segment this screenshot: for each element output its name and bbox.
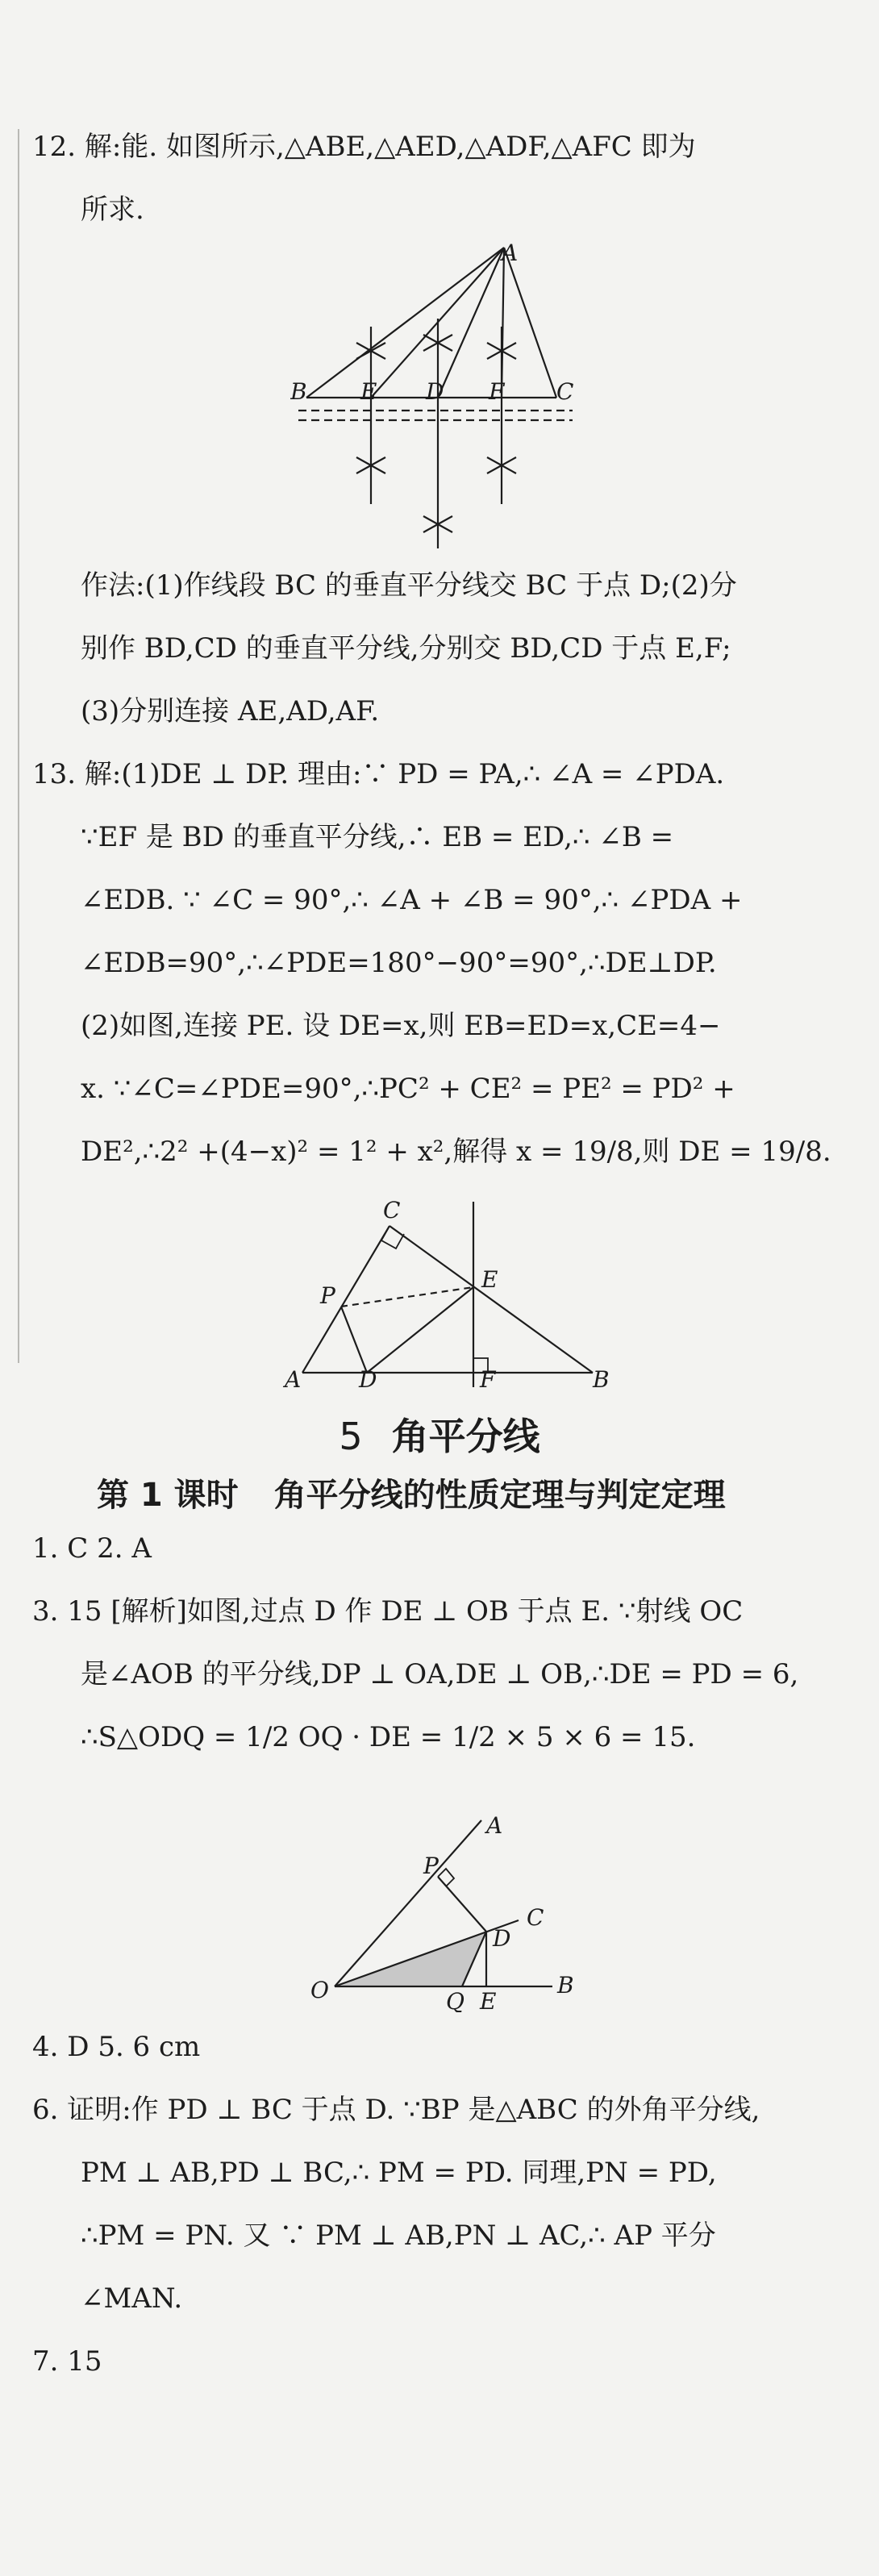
label-P: P bbox=[320, 1282, 335, 1309]
answer-line: 4. D 5. 6 cm bbox=[32, 2031, 201, 2063]
label-P: P bbox=[423, 1853, 439, 1879]
answer-line: ∠EDB. ∵ ∠C = 90°,∴ ∠A + ∠B = 90°,∴ ∠PDA + bbox=[81, 884, 743, 916]
label-Q: Q bbox=[446, 1988, 464, 2012]
figure-12 bbox=[290, 238, 581, 556]
answer-line: ∴PM = PN. 又 ∵ PM ⊥ AB,PN ⊥ AC,∴ AP 平分 bbox=[81, 2220, 716, 2252]
answer-line: 6. 证明:作 PD ⊥ BC 于点 D. ∵BP 是△ABC 的外角平分线, bbox=[32, 2094, 760, 2126]
answer-line: 作法:(1)作线段 BC 的垂直平分线交 BC 于点 D;(2)分 bbox=[81, 569, 737, 602]
section-title-text: 角平分线 bbox=[391, 1415, 540, 1458]
answer-line: DE²,∴2² +(4−x)² = 1² + x²,解得 x = 19/8,则 DE = 19/8. bbox=[81, 1136, 831, 1168]
label-E: E bbox=[360, 378, 377, 405]
answer-line: x. ∵∠C=∠PDE=90°,∴PC² + CE² = PE² = PD² + bbox=[81, 1073, 735, 1105]
label-C: C bbox=[383, 1197, 401, 1223]
answer-line: (3)分别连接 AE,AD,AF. bbox=[81, 695, 380, 727]
label-D: D bbox=[493, 1925, 511, 1952]
margin-rule bbox=[18, 129, 19, 1363]
answer-line: (2)如图,连接 PE. 设 DE=x,则 EB=ED=x,CE=4− bbox=[81, 1010, 721, 1042]
answer-line: ∠EDB=90°,∴∠PDE=180°−90°=90°,∴DE⊥DP. bbox=[81, 947, 717, 979]
answer-line: PM ⊥ AB,PD ⊥ BC,∴ PM = PD. 同理,PN = PD, bbox=[81, 2157, 717, 2189]
label-B: B bbox=[557, 1972, 574, 1999]
label-C: C bbox=[556, 378, 574, 405]
label-F: F bbox=[480, 1366, 496, 1391]
label-O: O bbox=[310, 1977, 329, 2003]
figure-13 bbox=[278, 1194, 617, 1391]
label-D: D bbox=[359, 1366, 377, 1391]
label-A: A bbox=[285, 1366, 302, 1391]
figure-3 bbox=[310, 1811, 577, 2012]
answer-line: 1. C 2. A bbox=[32, 1532, 152, 1565]
label-E: E bbox=[481, 1266, 498, 1293]
lesson-number: 第 1 课时 bbox=[97, 1477, 239, 1514]
answer-line: 别作 BD,CD 的垂直平分线,分别交 BD,CD 于点 E,F; bbox=[81, 632, 731, 665]
answer-line: 12. 解:能. 如图所示,△ABE,△AED,△ADF,△AFC 即为 bbox=[32, 131, 696, 163]
answer-line: ∵EF 是 BD 的垂直平分线,∴ EB = ED,∴ ∠B = bbox=[81, 821, 674, 853]
label-B: B bbox=[290, 378, 307, 405]
label-F: F bbox=[489, 378, 505, 405]
lesson-title bbox=[97, 1469, 726, 1515]
label-E: E bbox=[480, 1988, 497, 2012]
section-number: 5 bbox=[339, 1415, 363, 1458]
section-title bbox=[0, 1407, 879, 1461]
answer-line: ∠MAN. bbox=[81, 2282, 183, 2315]
label-D: D bbox=[426, 378, 444, 405]
answer-line: 13. 解:(1)DE ⊥ DP. 理由:∵ PD = PA,∴ ∠A = ∠PDA. bbox=[32, 758, 725, 790]
answer-line: 7. 15 bbox=[32, 2345, 102, 2378]
lesson-title-text: 角平分线的性质定理与判定定理 bbox=[273, 1477, 726, 1514]
label-C: C bbox=[527, 1904, 544, 1931]
answer-line: 所求. bbox=[81, 194, 144, 226]
answer-line: 3. 15 [解析]如图,过点 D 作 DE ⊥ OB 于点 E. ∵射线 OC bbox=[32, 1595, 744, 1628]
label-A: A bbox=[486, 1812, 503, 1839]
answer-line: ∴S△ODQ = 1/2 OQ · DE = 1/2 × 5 × 6 = 15. bbox=[81, 1721, 696, 1753]
answer-line: 是∠AOB 的平分线,DP ⊥ OA,DE ⊥ OB,∴DE = PD = 6, bbox=[81, 1658, 799, 1690]
label-B: B bbox=[593, 1366, 610, 1391]
label-A: A bbox=[502, 240, 519, 266]
